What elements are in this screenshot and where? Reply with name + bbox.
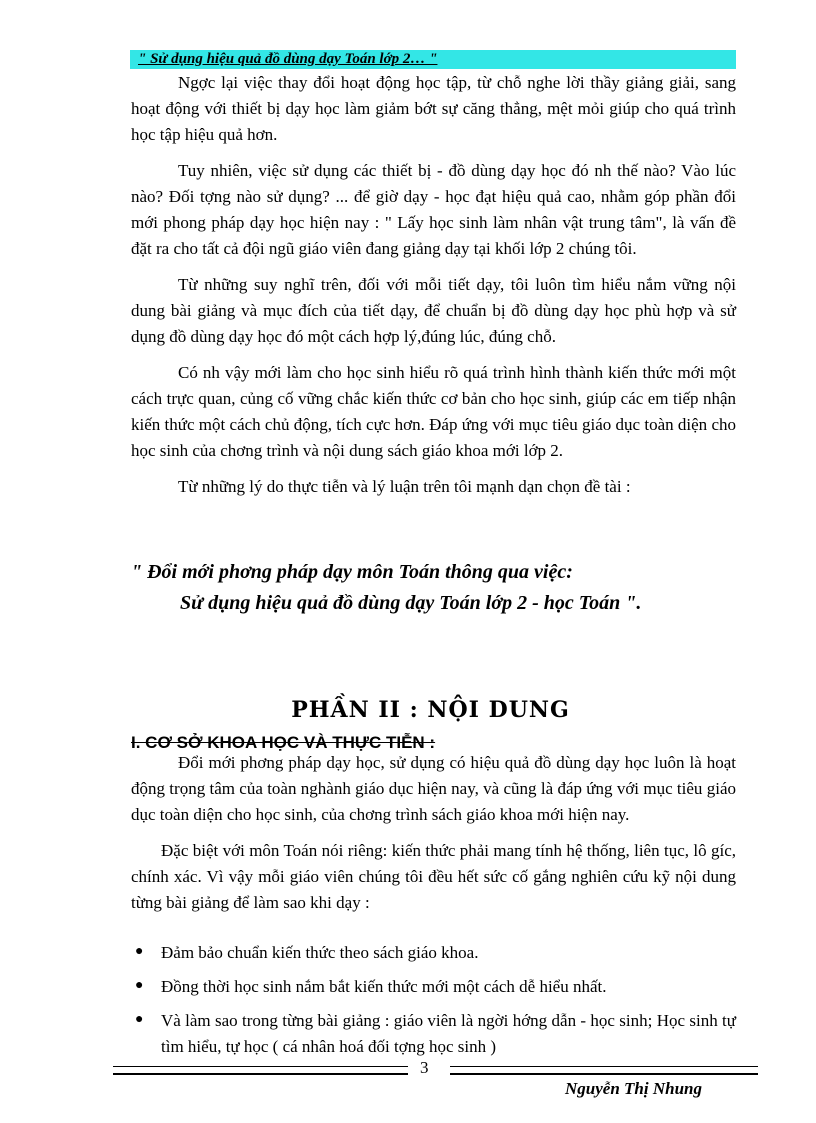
footer-rule-right [450,1066,758,1075]
author-name: Nguyễn Thị Nhung [565,1079,702,1098]
intro-paragraph-4: Có nh vậy mới làm cho học sinh hiểu rõ quá trình hình thành kiến thức mới một cách trực quan, củng cố vững chắc kiến thức cơ bản cho học sinh, giúp các em tiếp nhận kiến thức một cách chủ động, tích cực hơn. Đáp ứng với mục tiêu giáo dục toàn diện cho học sinh của chơng trình và nội dung sách giáo khoa mới lớp 2. [131,363,736,460]
list-item [131,940,736,966]
bullet-icon: ● [135,978,144,993]
list-item [131,974,736,1000]
part2-content [131,750,736,916]
page-number: 3 [420,1058,429,1077]
part2-paragraph-1: Đổi mới phơng pháp dạy học, sử dụng có hiệu quả đồ dùng dạy học luôn là hoạt động trọng tâm của toàn nghành giáo dục hiện nay, và cũng là đáp ứng với mục tiêu giáo dục toàn diện cho học sinh, của chơng trình sách giáo khoa mới hiện nay. [131,753,736,824]
running-header-bar [130,50,736,69]
part-heading: PHẦN II : NỘI DUNG [291,697,570,723]
list-item-text: Đảm bảo chuẩn kiến thức theo sách giáo khoa. [161,943,479,962]
intro-section [131,70,736,500]
intro-paragraph-2: Tuy nhiên, việc sử dụng các thiết bị - đồ dùng dạy học đó nh thế nào? Vào lúc nào? Đối tợng nào sử dụng? ... để giờ dạy - học đạt hiệu quả cao, nhằm góp phần đổi mới phong pháp dạy học hiện nay : " Lấy học sinh làm nhân vật trung tâm", là vấn đề đặt ra cho tất cả đội ngũ giáo viên đang giảng dạy tại khối lớp 2 chúng tôi. [131,161,736,258]
intro-paragraph-1: Ngợc lại việc thay đổi hoạt động học tập, từ chỗ nghe lời thầy giảng giải, sang hoạt động với thiết bị dạy học làm giảm bớt sự căng thẳng, mệt mỏi giúp cho quá trình học tập hiệu quả hơn. [131,73,736,144]
requirements-list [131,940,736,1068]
bullet-icon: ● [135,1012,144,1027]
list-item-text: Và làm sao trong từng bài giảng : giáo viên là ngời hớng dẫn - học sinh; Học sinh tự tìm hiểu, tự học ( cá nhân hoá đối tợng học sinh ) [161,1011,736,1056]
footer-rule-left [113,1066,408,1075]
list-item [131,1008,736,1060]
bullet-icon: ● [135,944,144,959]
subsection-heading: I. CƠ SỞ KHOA HỌC VÀ THỰC TIỄN : [131,733,436,752]
running-header-title: " Sử dụng hiệu quả đồ dùng dạy Toán lớp 2… " [138,51,438,67]
part2-paragraph-2: Đặc biệt với môn Toán nói riêng: kiến thức phải mang tính hệ thống, liên tục, lô gíc, chính xác. Vì vậy mỗi giáo viên chúng tôi đều hết sức cố gắng nghiên cứu kỹ nội dung từng bài giảng để làm sao khi dạy : [131,841,736,912]
list-item-text: Đồng thời học sinh nắm bắt kiến thức mới một cách dễ hiểu nhất. [161,977,607,996]
intro-paragraph-5: Từ những lý do thực tiễn và lý luận trên tôi mạnh dạn chọn đề tài : [178,477,631,496]
topic-title [131,557,741,619]
topic-title-line-1: " Đổi mới phơng pháp dạy môn Toán thông qua việc: [131,561,573,583]
topic-title-line-2: Sử dụng hiệu quả đồ dùng dạy Toán lớp 2 - học Toán ". [180,592,642,614]
intro-paragraph-3: Từ những suy nghĩ trên, đối với mỗi tiết dạy, tôi luôn tìm hiểu nắm vững nội dung bài giảng và mục đích của tiết dạy, để chuẩn bị đồ dùng dạy học phù hợp và sử dụng đồ dùng dạy học đó một cách hợp lý,đúng lúc, đúng chỗ. [131,275,736,346]
